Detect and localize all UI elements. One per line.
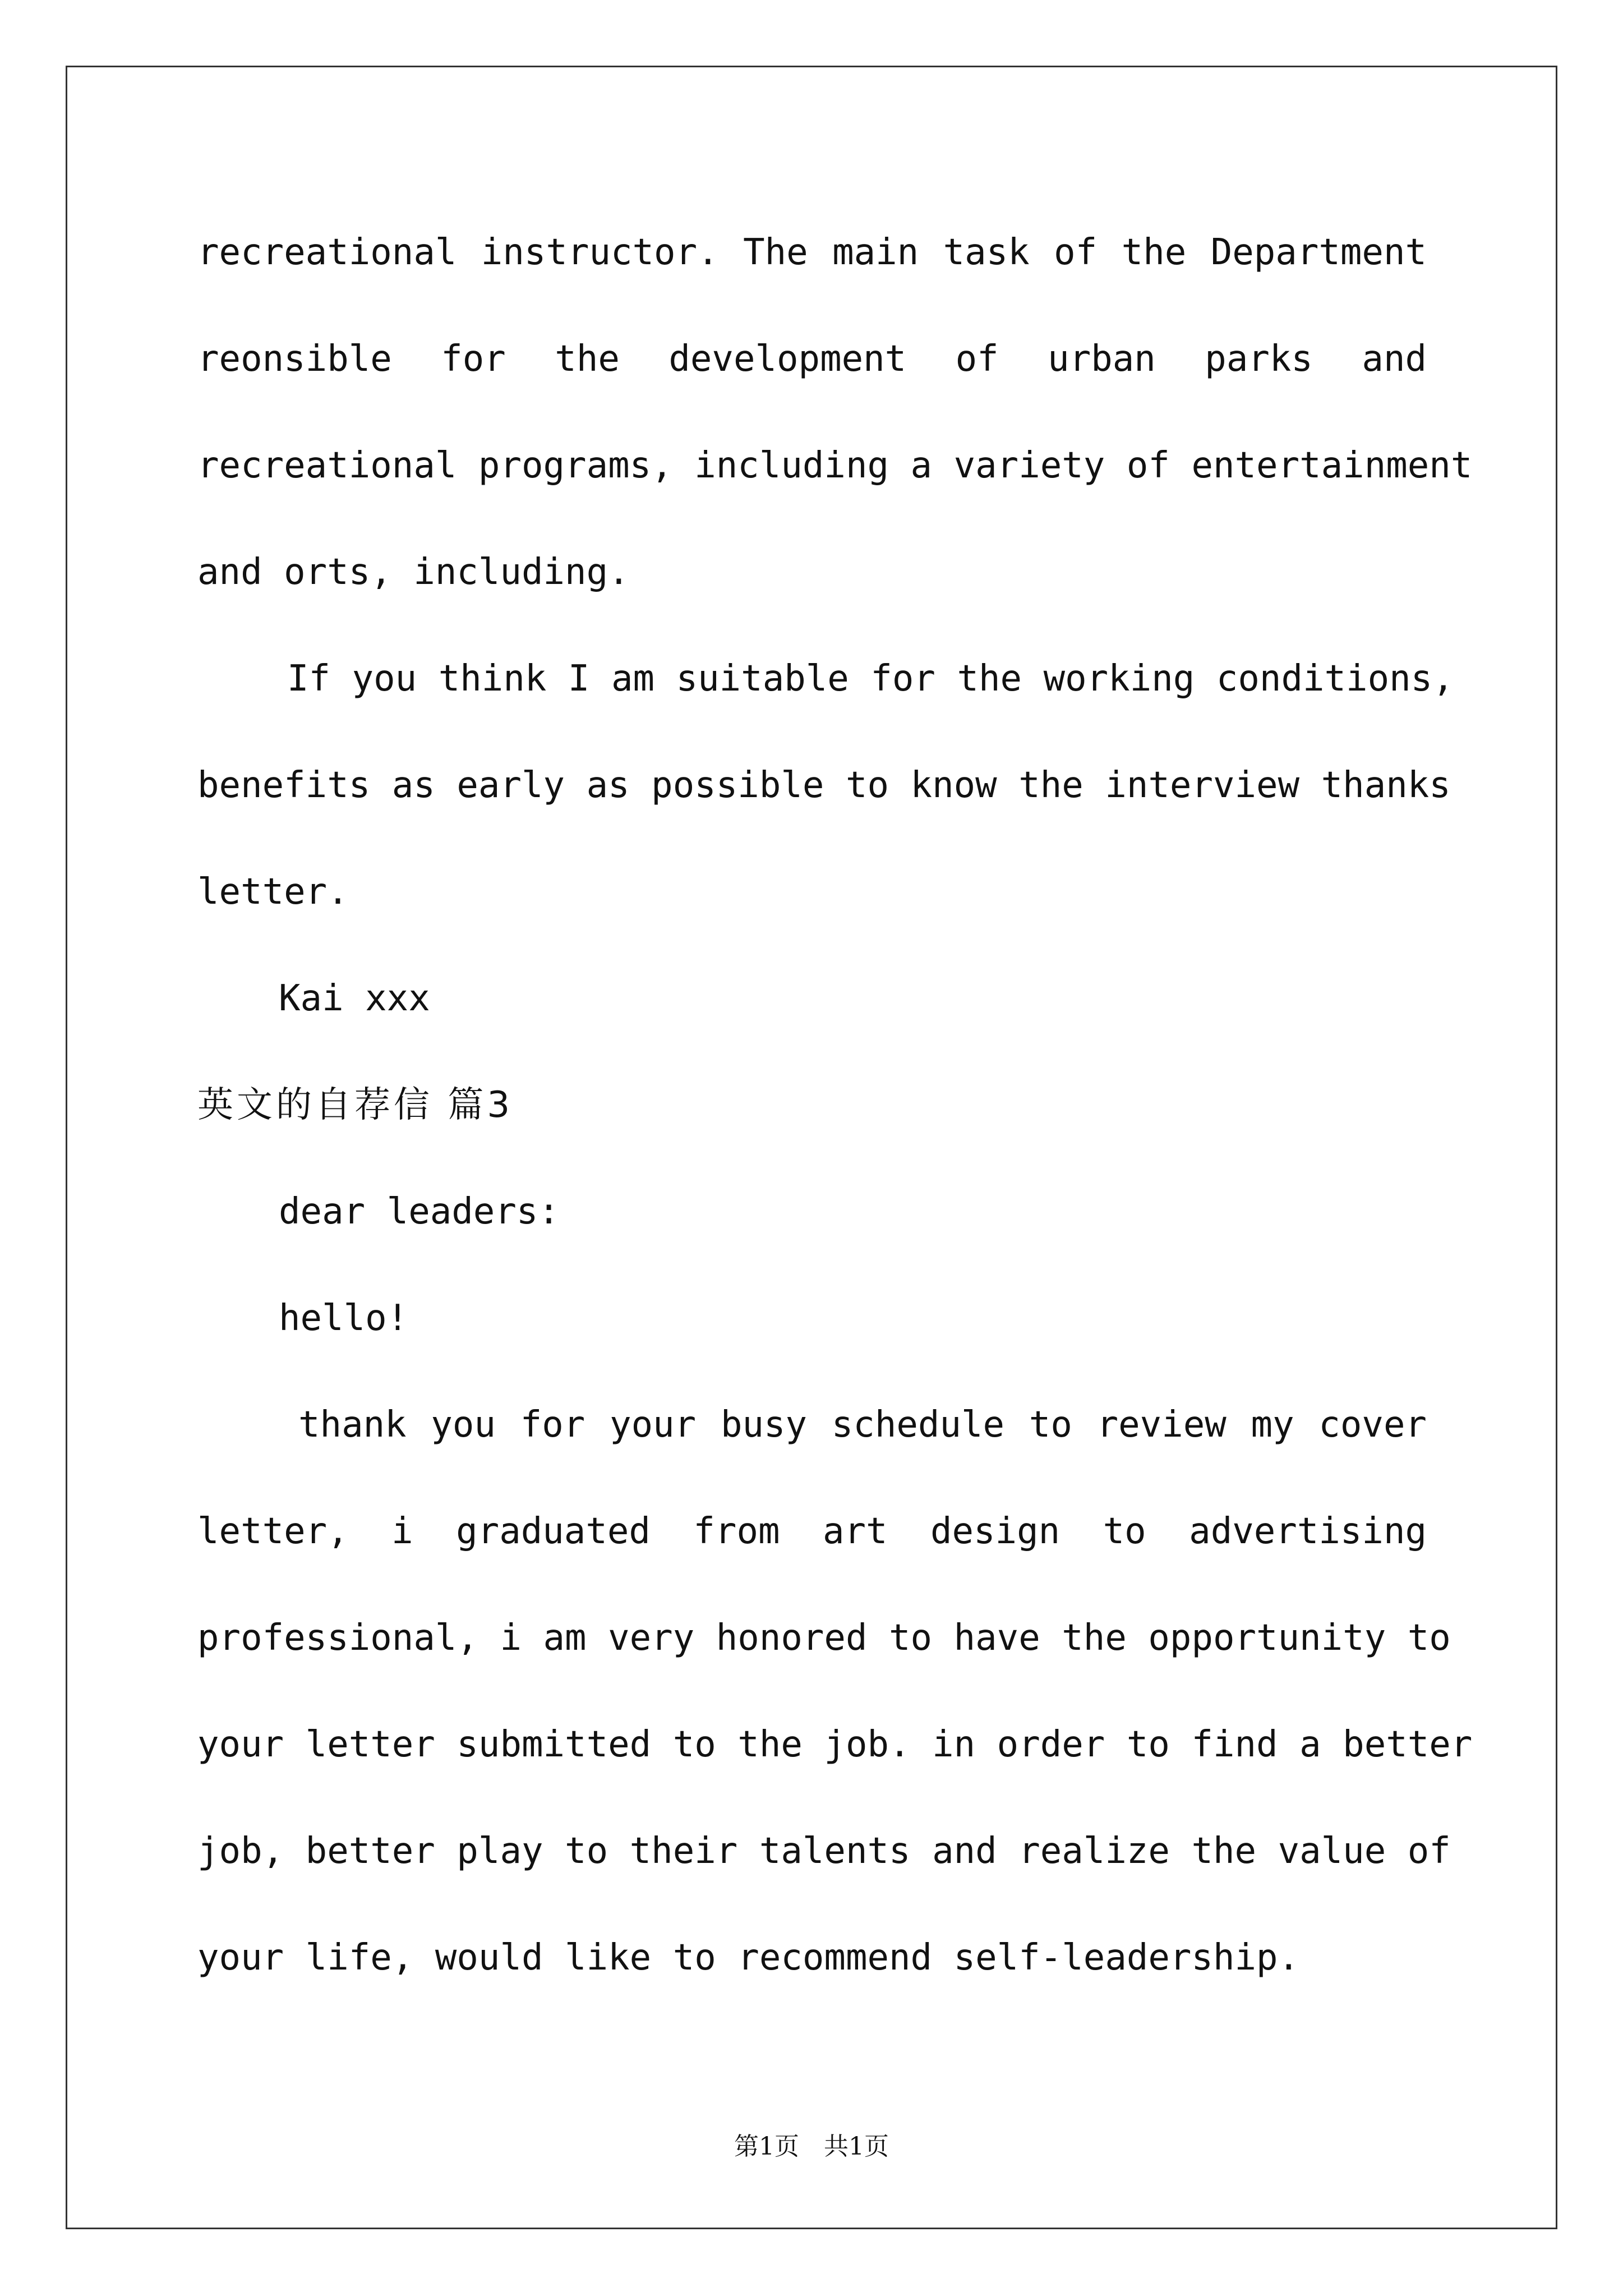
salutation: dear leaders: [279, 1191, 560, 1232]
body-line: job, better play to their talents and realize the value of [197, 1830, 1451, 1872]
body-line: your letter submitted to the job. in order to find a better [197, 1724, 1473, 1765]
body-line: letter. [197, 871, 349, 913]
body-line: your life, would like to recommend self-leadership. [197, 1937, 1300, 1978]
greeting: hello! [279, 1297, 409, 1339]
paragraph-first-line: thank you for your busy schedule to review my cover [298, 1404, 1427, 1446]
body-line: recreational instructor. The main task of the Department [197, 232, 1427, 273]
body-line: professional, i am very honored to have the opportunity to [197, 1617, 1451, 1659]
body-line: and orts, including. [197, 551, 630, 593]
body-line: benefits as early as possible to know the interview thanks [197, 765, 1451, 806]
section-heading: 英文的自荐信 篇3 [197, 1084, 514, 1126]
document-body [197, 208, 1473, 2019]
body-line: letter, i graduated from art design to advertising [197, 1511, 1427, 1552]
signature-line: Kai xxx [279, 978, 430, 1019]
paragraph-first-line: If you think I am suitable for the working conditions, [287, 658, 1454, 700]
body-line: reonsible for the development of urban parks and [197, 338, 1427, 380]
page-number-footer: 第1页 共1页 [734, 2132, 889, 2161]
body-line: recreational programs, including a variety of entertainment [197, 445, 1473, 486]
